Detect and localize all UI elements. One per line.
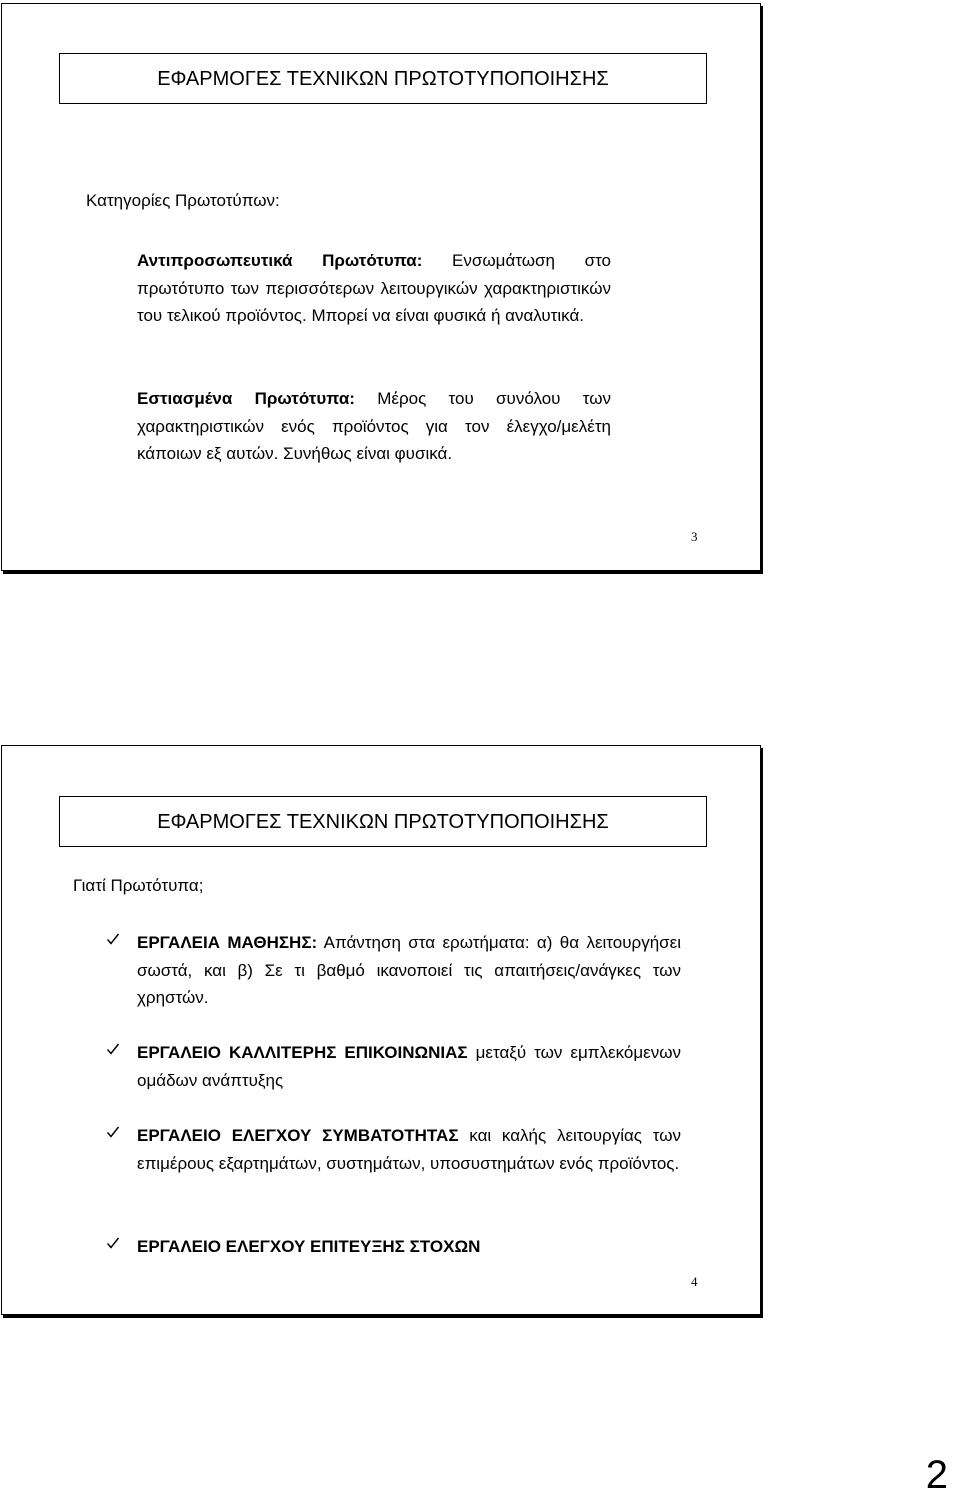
slide-page-number: 3 (691, 529, 698, 544)
checkmark-icon (106, 1125, 120, 1139)
list-item (137, 929, 681, 1012)
list-item (137, 247, 611, 330)
item-text: Απάντηση στα ερωτήματα: α) θα λειτουργήσει σωστά, και β) Σε τι βαθμό ικανοποιεί τις απαιτήσεις/ανάγκες των χρηστών. (137, 933, 681, 1007)
item-term: Αντιπροσωπευτικά Πρωτότυπα: (137, 251, 423, 270)
checkmark-icon (106, 932, 120, 946)
item-term: Εστιασμένα Πρωτότυπα: (137, 389, 355, 408)
slide-3 (1, 3, 761, 571)
list-item (137, 1122, 681, 1177)
page-number: 2 (925, 1453, 948, 1497)
checkmark-icon (106, 1042, 120, 1056)
item-term: ΕΡΓΑΛΕΙΟ ΕΛΕΓΧΟΥ ΣΥΜΒΑΤΟΤΗΤΑΣ (137, 1126, 459, 1145)
slide-title: ΕΦΑΡΜΟΓΕΣ ΤΕΧΝΙΚΩΝ ΠΡΩΤΟΤΥΠΟΠΟΙΗΣΗΣ (59, 53, 707, 104)
item-text: μεταξύ των εμπλεκόμενων ομάδων ανάπτυξης (137, 1043, 682, 1090)
item-term: ΕΡΓΑΛΕΙΑ ΜΑΘΗΣΗΣ: (137, 933, 318, 952)
slide-4 (1, 745, 761, 1315)
list-item (137, 1039, 681, 1094)
item-text: και καλής λειτουργίας των επιμέρους εξαρτημάτων, συστημάτων, υποσυστημάτων ενός προϊόντος. (137, 1126, 682, 1173)
checkmark-icon (106, 1236, 120, 1250)
slide-page-number: 4 (691, 1274, 698, 1289)
item-text: Μέρος του συνόλου των χαρακτηριστικών ενός προϊόντος για τον έλεγχο/μελέτη κάποιων εξ αυτών. Συνήθως είναι φυσικά. (137, 389, 612, 463)
item-term: ΕΡΓΑΛΕΙΟ ΚΑΛΛΙΤΕΡΗΣ ΕΠΙΚΟΙΝΩΝΙΑΣ (137, 1043, 468, 1062)
list-item (137, 385, 611, 468)
section-heading: Γιατί Πρωτότυπα; (73, 876, 204, 895)
slide-title: ΕΦΑΡΜΟΓΕΣ ΤΕΧΝΙΚΩΝ ΠΡΩΤΟΤΥΠΟΠΟΙΗΣΗΣ (59, 796, 707, 847)
list-item (137, 1233, 681, 1261)
item-text: Ενσωμάτωση στο πρωτότυπο των περισσότερων λειτουργικών χαρακτηριστικών του τελικού προϊόντος. Μπορεί να είναι φυσικά ή αναλυτικά. (137, 251, 611, 325)
section-heading: Κατηγορίες Πρωτοτύπων: (86, 191, 280, 210)
item-term: ΕΡΓΑΛΕΙΟ ΕΛΕΓΧΟΥ ΕΠΙΤΕΥΞΗΣ ΣΤΟΧΩΝ (137, 1237, 481, 1256)
